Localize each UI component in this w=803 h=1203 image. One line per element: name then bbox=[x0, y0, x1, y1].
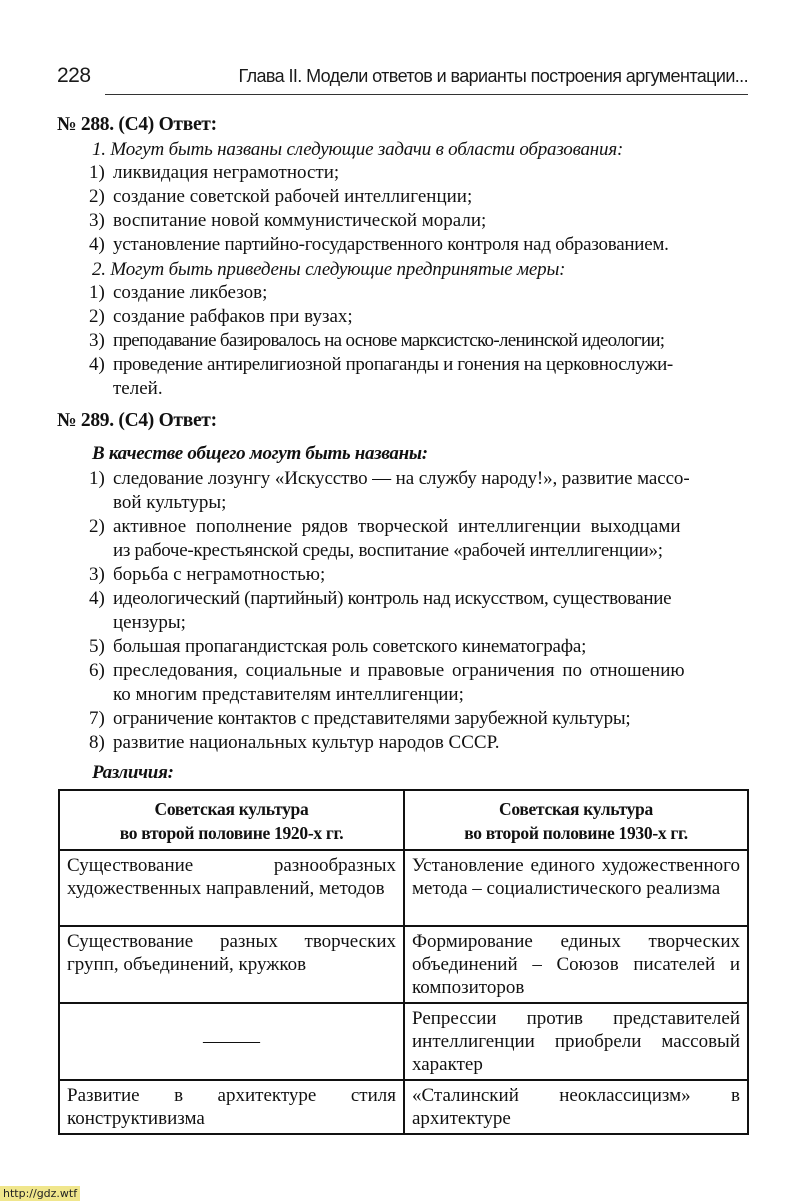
list-item-number: 3) bbox=[89, 564, 105, 585]
header-line: Советская культура bbox=[154, 799, 309, 819]
list-item: ликвидация неграмотности; bbox=[113, 162, 340, 183]
task-288-part1-heading: 1. Могут быть названы следующие задачи в области образования: bbox=[92, 139, 624, 160]
watermark-link[interactable]: http://gdz.wtf bbox=[0, 1186, 80, 1201]
list-item: преследования, социальные и правовые ограничения по отношению bbox=[113, 660, 685, 681]
list-item: активное пополнение рядов творческой интеллигенции выходцами bbox=[113, 516, 681, 537]
table-header-row bbox=[59, 790, 748, 850]
list-item-number: 8) bbox=[89, 732, 105, 753]
table-row bbox=[59, 1080, 748, 1134]
header-line: во второй половине 1930-х гг. bbox=[464, 823, 688, 843]
table-row bbox=[59, 850, 748, 926]
table-cell: «Сталинский неоклассицизм» в архитектуре bbox=[404, 1080, 748, 1134]
table-cell: Репрессии против представителей интеллигенции приобрели массовый характер bbox=[404, 1003, 748, 1080]
list-item-number: 4) bbox=[89, 588, 105, 609]
list-item-continuation: из рабоче-крестьянской среды, воспитание «рабочей интеллигенции»; bbox=[113, 540, 663, 561]
table-row bbox=[59, 926, 748, 1003]
list-item: создание советской рабочей интеллигенции; bbox=[113, 186, 473, 207]
table-header-cell bbox=[59, 790, 404, 850]
list-item-number: 7) bbox=[89, 708, 105, 729]
list-item-number: 2) bbox=[89, 306, 105, 327]
table-cell: Существование разнообразных художественных направлений, методов bbox=[59, 850, 404, 926]
task-288-title: № 288. (С4) Ответ: bbox=[57, 114, 217, 135]
running-title: Глава II. Модели ответов и варианты построения аргументации... bbox=[238, 66, 748, 86]
table-cell: Формирование единых творческих объединений – Союзов писателей и композиторов bbox=[404, 926, 748, 1003]
task-289-common-heading: В качестве общего могут быть названы: bbox=[92, 443, 428, 464]
table-cell: Установление единого художественного метода – социалистического реализма bbox=[404, 850, 748, 926]
list-item-number: 4) bbox=[89, 234, 105, 255]
task-288-part2-heading: 2. Могут быть приведены следующие предпринятые меры: bbox=[92, 259, 566, 280]
list-item: воспитание новой коммунистической морали; bbox=[113, 210, 487, 231]
differences-heading: Различия: bbox=[92, 762, 174, 783]
list-item: борьба с неграмотностью; bbox=[113, 564, 326, 585]
header-line: Советская культура bbox=[499, 799, 653, 819]
list-item: большая пропагандистская роль советского кинематографа; bbox=[113, 636, 587, 657]
list-item-number: 3) bbox=[89, 210, 105, 231]
list-item-continuation: вой культуры; bbox=[113, 492, 227, 513]
table-header-cell bbox=[404, 790, 748, 850]
list-item: создание ликбезов; bbox=[113, 282, 268, 303]
list-item-continuation: цензуры; bbox=[113, 612, 186, 633]
list-item-number: 4) bbox=[89, 354, 105, 375]
list-item-number: 1) bbox=[89, 282, 105, 303]
list-item: преподавание базировалось на основе марксистско-ленинской идеологии; bbox=[113, 330, 665, 351]
list-item-continuation: телей. bbox=[113, 378, 163, 399]
list-item: создание рабфаков при вузах; bbox=[113, 306, 353, 327]
list-item-number: 1) bbox=[89, 162, 105, 183]
list-item-number: 2) bbox=[89, 516, 105, 537]
header-line: во второй половине 1920-х гг. bbox=[119, 823, 344, 843]
table-cell-empty-dash: ——— bbox=[59, 1003, 404, 1080]
task-289-title: № 289. (С4) Ответ: bbox=[57, 410, 217, 431]
list-item-continuation: ко многим представителям интеллигенции; bbox=[113, 684, 464, 705]
table-cell: Существование разных творческих групп, объединений, кружков bbox=[59, 926, 404, 1003]
page-number: 228 bbox=[57, 64, 91, 87]
list-item: идеологический (партийный) контроль над искусством, существование bbox=[113, 588, 672, 609]
list-item: установление партийно-государственного контроля над образованием. bbox=[113, 234, 669, 255]
table-row bbox=[59, 1003, 748, 1080]
list-item: следование лозунгу «Искусство — на службу народу!», развитие массо- bbox=[113, 468, 690, 489]
list-item: проведение антирелигиозной пропаганды и гонения на церковнослужи- bbox=[113, 354, 673, 375]
list-item-number: 1) bbox=[89, 468, 105, 489]
list-item: ограничение контактов с представителями зарубежной культуры; bbox=[113, 708, 631, 729]
differences-table bbox=[58, 789, 749, 1135]
table-cell: Развитие в архитектуре стиля конструктивизма bbox=[59, 1080, 404, 1134]
list-item-number: 2) bbox=[89, 186, 105, 207]
list-item-number: 6) bbox=[89, 660, 105, 681]
list-item-number: 5) bbox=[89, 636, 105, 657]
list-item: развитие национальных культур народов СССР. bbox=[113, 732, 500, 753]
list-item-number: 3) bbox=[89, 330, 105, 351]
header-divider bbox=[105, 94, 748, 95]
